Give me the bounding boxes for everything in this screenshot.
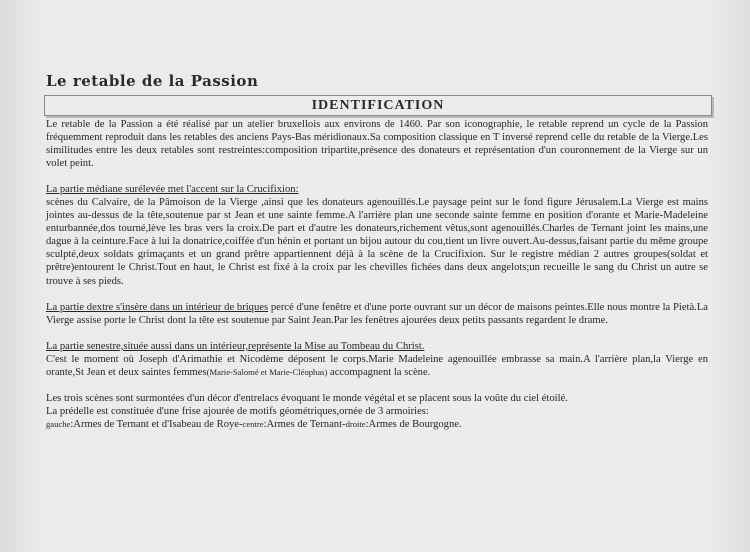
central-heading: La partie médiane surélevée met l'accent sur la Crucifixion:: [46, 184, 299, 196]
arms-position-right: droite: [345, 418, 366, 429]
left-section: [46, 340, 708, 379]
left-names: (Marie-Salomé et Marie-Cléophas): [206, 366, 328, 377]
arms-text-center: :Armes de Ternant-: [263, 418, 346, 430]
central-paragraph: scènes du Calvaire, de la Pâmoison de la Vierge ,ainsi que les donateurs agenouillés.Le paysage peint sur le fond figure Jérusalem.La Vierge est mains jointes au-dessus de la tête,soutenue par st Jean et une sainte femme.A l'arrière plan une seconde sainte femme en position d'orante et Marie-Madeleine enturbannée,dos tourné,lève les bras vers la croix.De part et d'autre les donateurs,richement vêtus,sont agenouillés.Charles de Ternant joint les mains,une dague à la ceinture.Face à lui la donatrice,coiffée d'un hénin et portant un bijou autour du cou,tient un livre ouvert.Au-dessus,faisant partie du même groupe sculpté,deux soldats grimaçants et un grand prêtre appartiennent déjà à la scène de la Crucifixion. Sur le registre médian 2 autres groupes(soldat et prêtre)entourent le Christ.Tout en haut, le Christ est fixé à la croix par les chevilles fichées dans deux angelots;un recueille le sang du Christ un autre se trouve à ses pieds.: [46, 197, 708, 287]
document-title: Le retable de la Passion: [46, 72, 259, 90]
identification-heading-box: [44, 95, 712, 116]
closing-line-1: Les trois scènes sont surmontées d'un décor d'entrelacs évoquant le monde végétal et se placent sous la voûte du ciel étoilé.: [46, 392, 568, 404]
arms-text-left: :Armes de Ternant et d'Isabeau de Roye-: [70, 418, 243, 430]
intro-paragraph: Le retable de la Passion a été réalisé par un atelier bruxellois aux environs de 1460. Par son iconographie, le retable reprend un cycle de la Passion fréquemment reproduit dans les retables des anciens Pays-Bas méridionaux.Sa composition classique en T inversé reprend celle du retable de la Vierge.Les similitudes entre les deux retables sont restreintes:composition tripartite,présence des donateurs et représentation d'un couronnement de la Vierge sur un volet peint.: [46, 119, 708, 170]
left-heading: La partie senestre,située aussi dans un intérieur,représente la Mise au Tombeau du Christ.: [46, 340, 425, 352]
central-section: [46, 183, 708, 287]
identification-heading: IDENTIFICATION: [311, 98, 445, 113]
document-body: [46, 118, 708, 431]
left-paragraph: C'est le moment où Joseph d'Arimathie et Nicodème déposent le corps.Marie Madeleine agenouillée embrasse sa main.A l'arrière plan,la Vierge en orante,St Jean et deux saintes femmes(Marie-Salomé et Marie-Cléophas) accompagnent la scène.: [46, 353, 708, 378]
right-section: [46, 301, 708, 327]
arms-position-center: centre: [242, 418, 264, 429]
closing-line-2: La prédelle est constituée d'une frise ajourée de motifs géométriques,ornée de 3 armoiries:: [46, 405, 429, 417]
right-heading: La partie dextre s'insère dans un intérieur de briques: [46, 301, 269, 313]
right-paragraph: La partie dextre s'insère dans un intérieur de briques percé d'une fenêtre et d'une porte ouvrant sur un décor de maisons peintes.Elle nous montre la Pietà.La Vierge assise porte le Christ dont la tête est soutenue par Saint Jean.Par les fenêtres ajourées deux petits passants regardent le drame.: [46, 301, 708, 326]
closing-section: [46, 392, 708, 431]
arms-text-right: :Armes de Bourgogne.: [365, 418, 462, 430]
arms-position-left: gauche: [46, 418, 71, 429]
armorial-line: [46, 418, 708, 431]
